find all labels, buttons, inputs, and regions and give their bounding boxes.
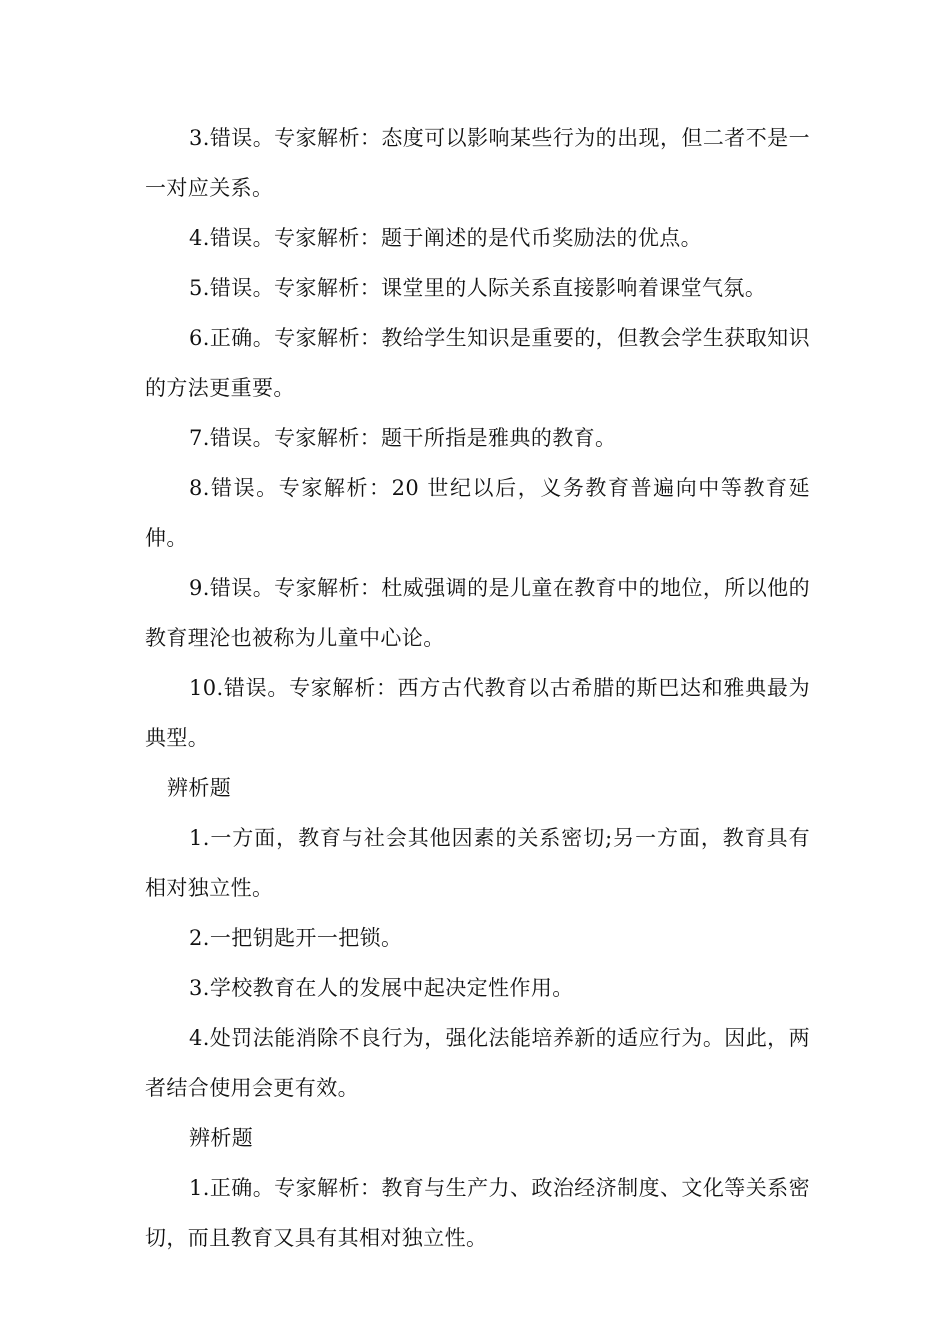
answer-item-5: 5.错误。专家解析：课堂里的人际关系直接影响着课堂气氛。 <box>189 276 767 300</box>
section-heading-analysis-questions: 辨析题 <box>167 776 232 800</box>
question-item-2: 2.一把钥匙开一把锁。 <box>189 926 403 950</box>
answer-item-7: 7.错误。专家解析：题干所指是雅典的教育。 <box>189 426 617 450</box>
answer-analysis-item-1: 1.正确。专家解析：教育与生产力、政治经济制度、文化等关系密切，而且教育又具有其相对独立性。 <box>145 1176 810 1250</box>
answer-item-6: 6.正确。专家解析：教给学生知识是重要的，但教会学生获取知识的方法更重要。 <box>145 326 810 400</box>
question-item-4: 4.处罚法能消除不良行为，强化法能培养新的适应行为。因此，两者结合使用会更有效。 <box>145 1026 810 1100</box>
answer-item-10: 10.错误。专家解析：西方古代教育以古希腊的斯巴达和雅典最为典型。 <box>145 676 810 750</box>
question-item-3: 3.学校教育在人的发展中起决定性作用。 <box>189 976 574 1000</box>
document-body <box>145 113 810 1263</box>
answer-item-9: 9.错误。专家解析：杜威强调的是儿童在教育中的地位，所以他的教育理沦也被称为儿童中心论。 <box>145 576 810 650</box>
answer-item-4: 4.错误。专家解析：题于阐述的是代币奖励法的优点。 <box>189 226 703 250</box>
answer-item-8: 8.错误。专家解析：20 世纪以后，义务教育普遍向中等教育延伸。 <box>145 476 810 550</box>
answer-item-3: 3.错误。专家解析：态度可以影响某些行为的出现，但二者不是一一对应关系。 <box>145 126 810 200</box>
question-item-1: 1.一方面，教育与社会其他因素的关系密切;另一方面，教育具有相对独立性。 <box>145 826 810 900</box>
section-heading-analysis-answers: 辨析题 <box>189 1126 254 1150</box>
